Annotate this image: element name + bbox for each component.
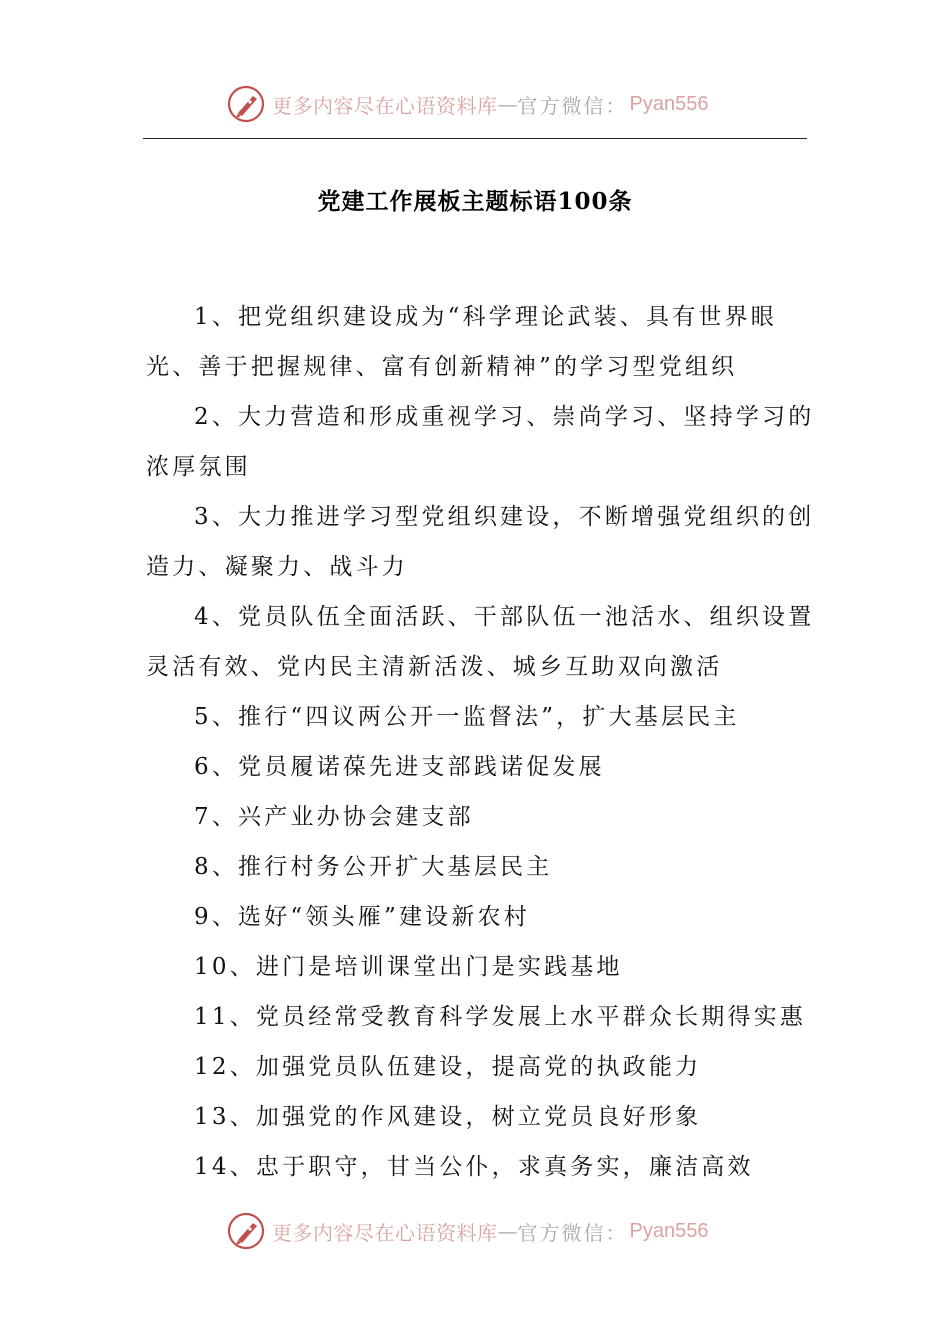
list-item: 8、推行村务公开扩大基层民主	[194, 854, 553, 880]
watermark-label: 官方微信：	[517, 1220, 628, 1245]
list-item: 1、把党组织建设成为“科学理论武装、具有世界眼光、善于把握规律、富有创新精神”的学习型党组织	[146, 304, 777, 380]
watermark-site-text: 更多内容尽在心语资料库	[272, 1220, 498, 1245]
list-item: 9、选好“领头雁”建设新农村	[194, 904, 530, 930]
list-item: 11、党员经常受教育科学发展上水平群众长期得实惠	[194, 1004, 807, 1030]
watermark-wechat-id: Pyan556	[629, 92, 709, 115]
watermark-separator: —	[497, 1219, 518, 1243]
watermark-label: 官方微信：	[517, 93, 628, 118]
pen-nib-logo-icon	[226, 84, 266, 124]
header-divider	[143, 138, 807, 139]
document-title: 党建工作展板主题标语100条	[317, 188, 633, 215]
list-item: 5、推行“四议两公开一监督法”，扩大基层民主	[194, 704, 740, 730]
list-item: 2、大力营造和形成重视学习、崇尚学习、坚持学习的浓厚氛围	[146, 404, 815, 480]
watermark-separator: —	[497, 92, 518, 116]
list-item: 7、兴产业办协会建支部	[194, 804, 474, 830]
watermark-wechat-id: Pyan556	[629, 1219, 709, 1242]
list-item: 13、加强党的作风建设，树立党员良好形象	[194, 1104, 702, 1130]
list-item: 10、进门是培训课堂出门是实践基地	[194, 954, 623, 980]
list-item: 3、大力推进学习型党组织建设，不断增强党组织的创造力、凝聚力、战斗力	[146, 504, 815, 580]
list-item: 14、忠于职守，甘当公仆，求真务实，廉洁高效	[194, 1154, 754, 1180]
list-item: 4、党员队伍全面活跃、干部队伍一池活水、组织设置灵活有效、党内民主清新活泼、城乡互助双向激活	[146, 604, 815, 680]
list-item: 12、加强党员队伍建设，提高党的执政能力	[194, 1054, 702, 1080]
pen-nib-logo-icon	[226, 1211, 266, 1251]
list-item: 6、党员履诺葆先进支部践诺促发展	[194, 754, 605, 780]
watermark-header	[226, 84, 708, 124]
watermark-site-text: 更多内容尽在心语资料库	[272, 93, 498, 118]
slogan-list	[146, 292, 816, 1192]
watermark-footer	[226, 1211, 708, 1251]
